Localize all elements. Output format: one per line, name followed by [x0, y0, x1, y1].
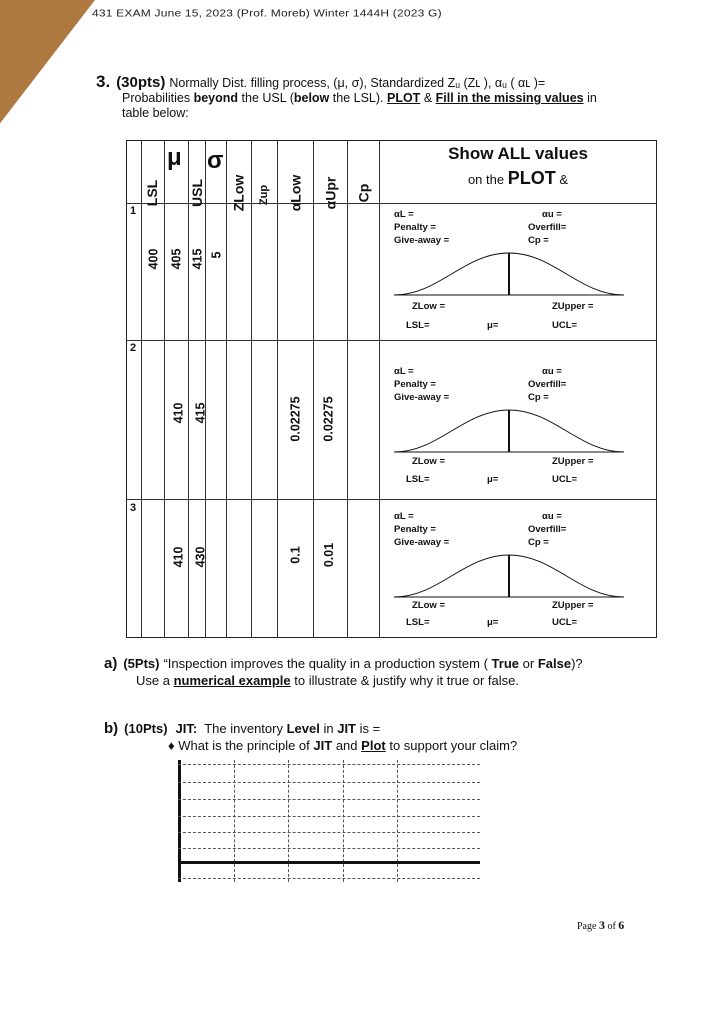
row-1-number: 1 [130, 205, 137, 217]
header-alpha-low: αLow [287, 174, 304, 212]
exam-header: 431 EXAM June 15, 2023 (Prof. Moreb) Winter 1444H (2023 G) [92, 7, 442, 19]
row-3-alpha-low: 0.1 [288, 546, 303, 564]
header-show-all-values: Show ALL values on the PLOT & [448, 144, 588, 188]
header-mu: μ [167, 144, 182, 171]
plot-row-2: αL = Penalty = Give-away = αu = Overfill= Cp = ZLow = ZUpper = LSL= μ= UCL= [380, 366, 656, 521]
jit-plot-grid [178, 760, 480, 882]
plot-row-1: αL = Penalty = Give-away = αu = Overfill= Cp = ZLow = ZUpper = LSL= μ= UCL= [380, 209, 656, 364]
paper-fold-shadow [0, 0, 95, 160]
normal-curve-1 [394, 249, 624, 301]
plot-row-3: αL = Penalty = Give-away = αu = Overfill= Cp = ZLow = ZUpper = LSL= μ= UCL= [380, 511, 656, 666]
normal-curve-2 [394, 406, 624, 458]
header-usl: USL [188, 179, 205, 207]
process-table [126, 140, 657, 638]
header-cp: Cp [354, 183, 371, 203]
row-1-mu: 405 [168, 248, 183, 270]
header-alpha-upr: αUpr [322, 176, 338, 210]
row-3-number: 3 [130, 502, 137, 514]
header-sigma: σ [207, 147, 224, 174]
row-2-mu: 410 [170, 402, 185, 424]
row-2-alpha-low: 0.02275 [289, 396, 303, 442]
header-lsl: LSL [144, 179, 161, 207]
row-1-lsl: 400 [145, 248, 160, 270]
row-2-alpha-upr: 0.02275 [322, 396, 336, 442]
row-3-alpha-upr: 0.01 [322, 542, 336, 568]
row-3-mu: 410 [170, 546, 185, 568]
header-zlow: ZLow [230, 174, 247, 212]
question-b: b) (10Pts) JIT: The inventory Level in JIT is = ♦ What is the principle of JIT and Plot to support your claim? [104, 720, 518, 753]
row-3-usl: 430 [192, 546, 207, 568]
grid-inventory-level-line [178, 861, 480, 864]
row-1-sigma: 5 [208, 251, 223, 259]
row-2-usl: 415 [192, 402, 207, 424]
row-2-number: 2 [130, 342, 137, 354]
row-1-usl: 415 [189, 248, 204, 270]
question-a: a) (5Pts) “Inspection improves the quality in a production system ( True or False)? Use a numerical example to illustrate & justify why it true or false. [104, 655, 583, 688]
header-zup: Zup [257, 184, 270, 206]
question-3: 3. (30pts) Normally Dist. filling process, (μ, σ), Standardized Zᵤ (Zʟ ), αᵤ ( αʟ )= Probabilities beyond the USL (below the LSL). PLOT & Fill in the missing values in table below: [96, 72, 597, 120]
normal-curve-3 [394, 551, 624, 603]
page-number: Page 3 of 6 [577, 918, 625, 932]
